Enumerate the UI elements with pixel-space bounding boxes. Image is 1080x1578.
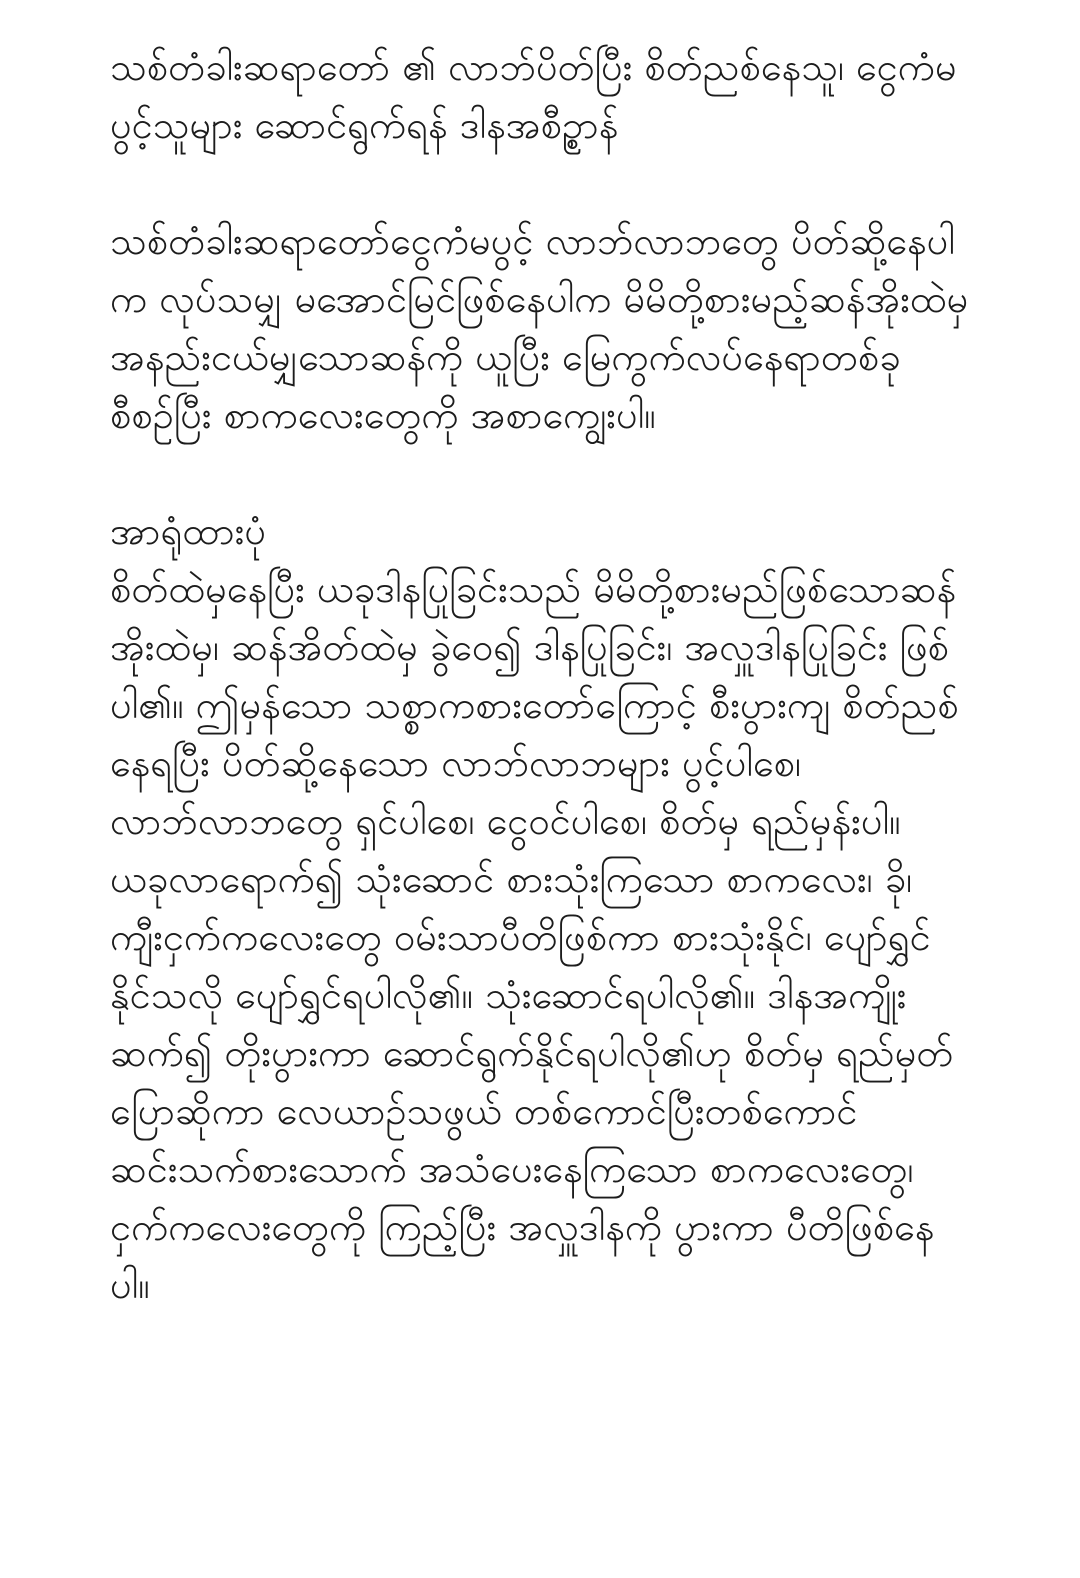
spacer <box>110 154 970 212</box>
body-paragraph: စိတ်ထဲမှနေပြီး ယခုဒါနပြုခြင်းသည် မိမိတို့စားမည်ဖြစ်သောဆန်အိုးထဲမှ၊ ဆန်အိတ်ထဲမှ ခွဲဝေ၍ ဒါနပြုခြင်း၊ အလှူဒါနပြုခြင်း ဖြစ်ပါ၏။ ဤမှန်သော သစ္စာကစားတော်ကြောင့် စီးပွားကျ စိတ်ညစ်နေရပြီး ပိတ်ဆို့နေသော လာဘ်လာဘများ ပွင့်ပါစေ၊ လာဘ်လာဘတွေ ရှင်ပါစေ၊ ငွေဝင်ပါစေ၊ စိတ်မှ ရည်မှန်းပါ။ ယခုလာရောက်၍ သုံးဆောင် စားသုံးကြသော စာကလေး၊ ခို၊ ကျီးငှက်ကလေးတွေ ဝမ်းသာပီတိဖြစ်ကာ စားသုံးနိုင်၊ ပျော်ရွှင်နိုင်သလို ပျော်ရွှင်ရပါလို၏။ သုံးဆောင်ရပါလို၏။ ဒါနအကျိုး ဆက်၍ တိုးပွားကာ ဆောင်ရွက်နိုင်ရပါလို၏ဟု စိတ်မှ ရည်မှတ် ပြောဆိုကာ လေယာဉ်သဖွယ် တစ်ကောင်ပြီးတစ်ကောင် ဆင်းသက်စားသောက် အသံပေးနေကြသော စာကလေးတွေ၊ ငှက်ကလေးတွေကို ကြည့်ပြီး အလှူဒါနကို ပွားကာ ပီတိဖြစ်နေပါ။ <box>110 567 959 1307</box>
intro-paragraph: သစ်တံခါးဆရာတော်ငွေကံမပွင့် လာဘ်လာဘတွေ ပိတ်ဆို့နေပါက လုပ်သမျှ မအောင်မြင်ဖြစ်နေပါက မိမိတို့စားမည့်ဆန်အိုးထဲမှ အနည်းငယ်မျှသောဆန်ကို ယူပြီး မြေကွက်လပ်နေရာတစ်ခု စီစဉ်ပြီး စာကလေးတွေကို အစာကျွေးပါ။ <box>110 219 969 437</box>
section-heading: အာရုံထားပုံ <box>110 509 267 553</box>
document-title: သစ်တံခါးဆရာတော် ၏ လာဘ်ပိတ်ပြီး စိတ်ညစ်နေသူ၊ ငွေကံမပွင့်သူများ ဆောင်ရွက်ရန် ဒါနအစီဥ္စာန် <box>110 45 957 147</box>
spacer <box>110 444 970 502</box>
